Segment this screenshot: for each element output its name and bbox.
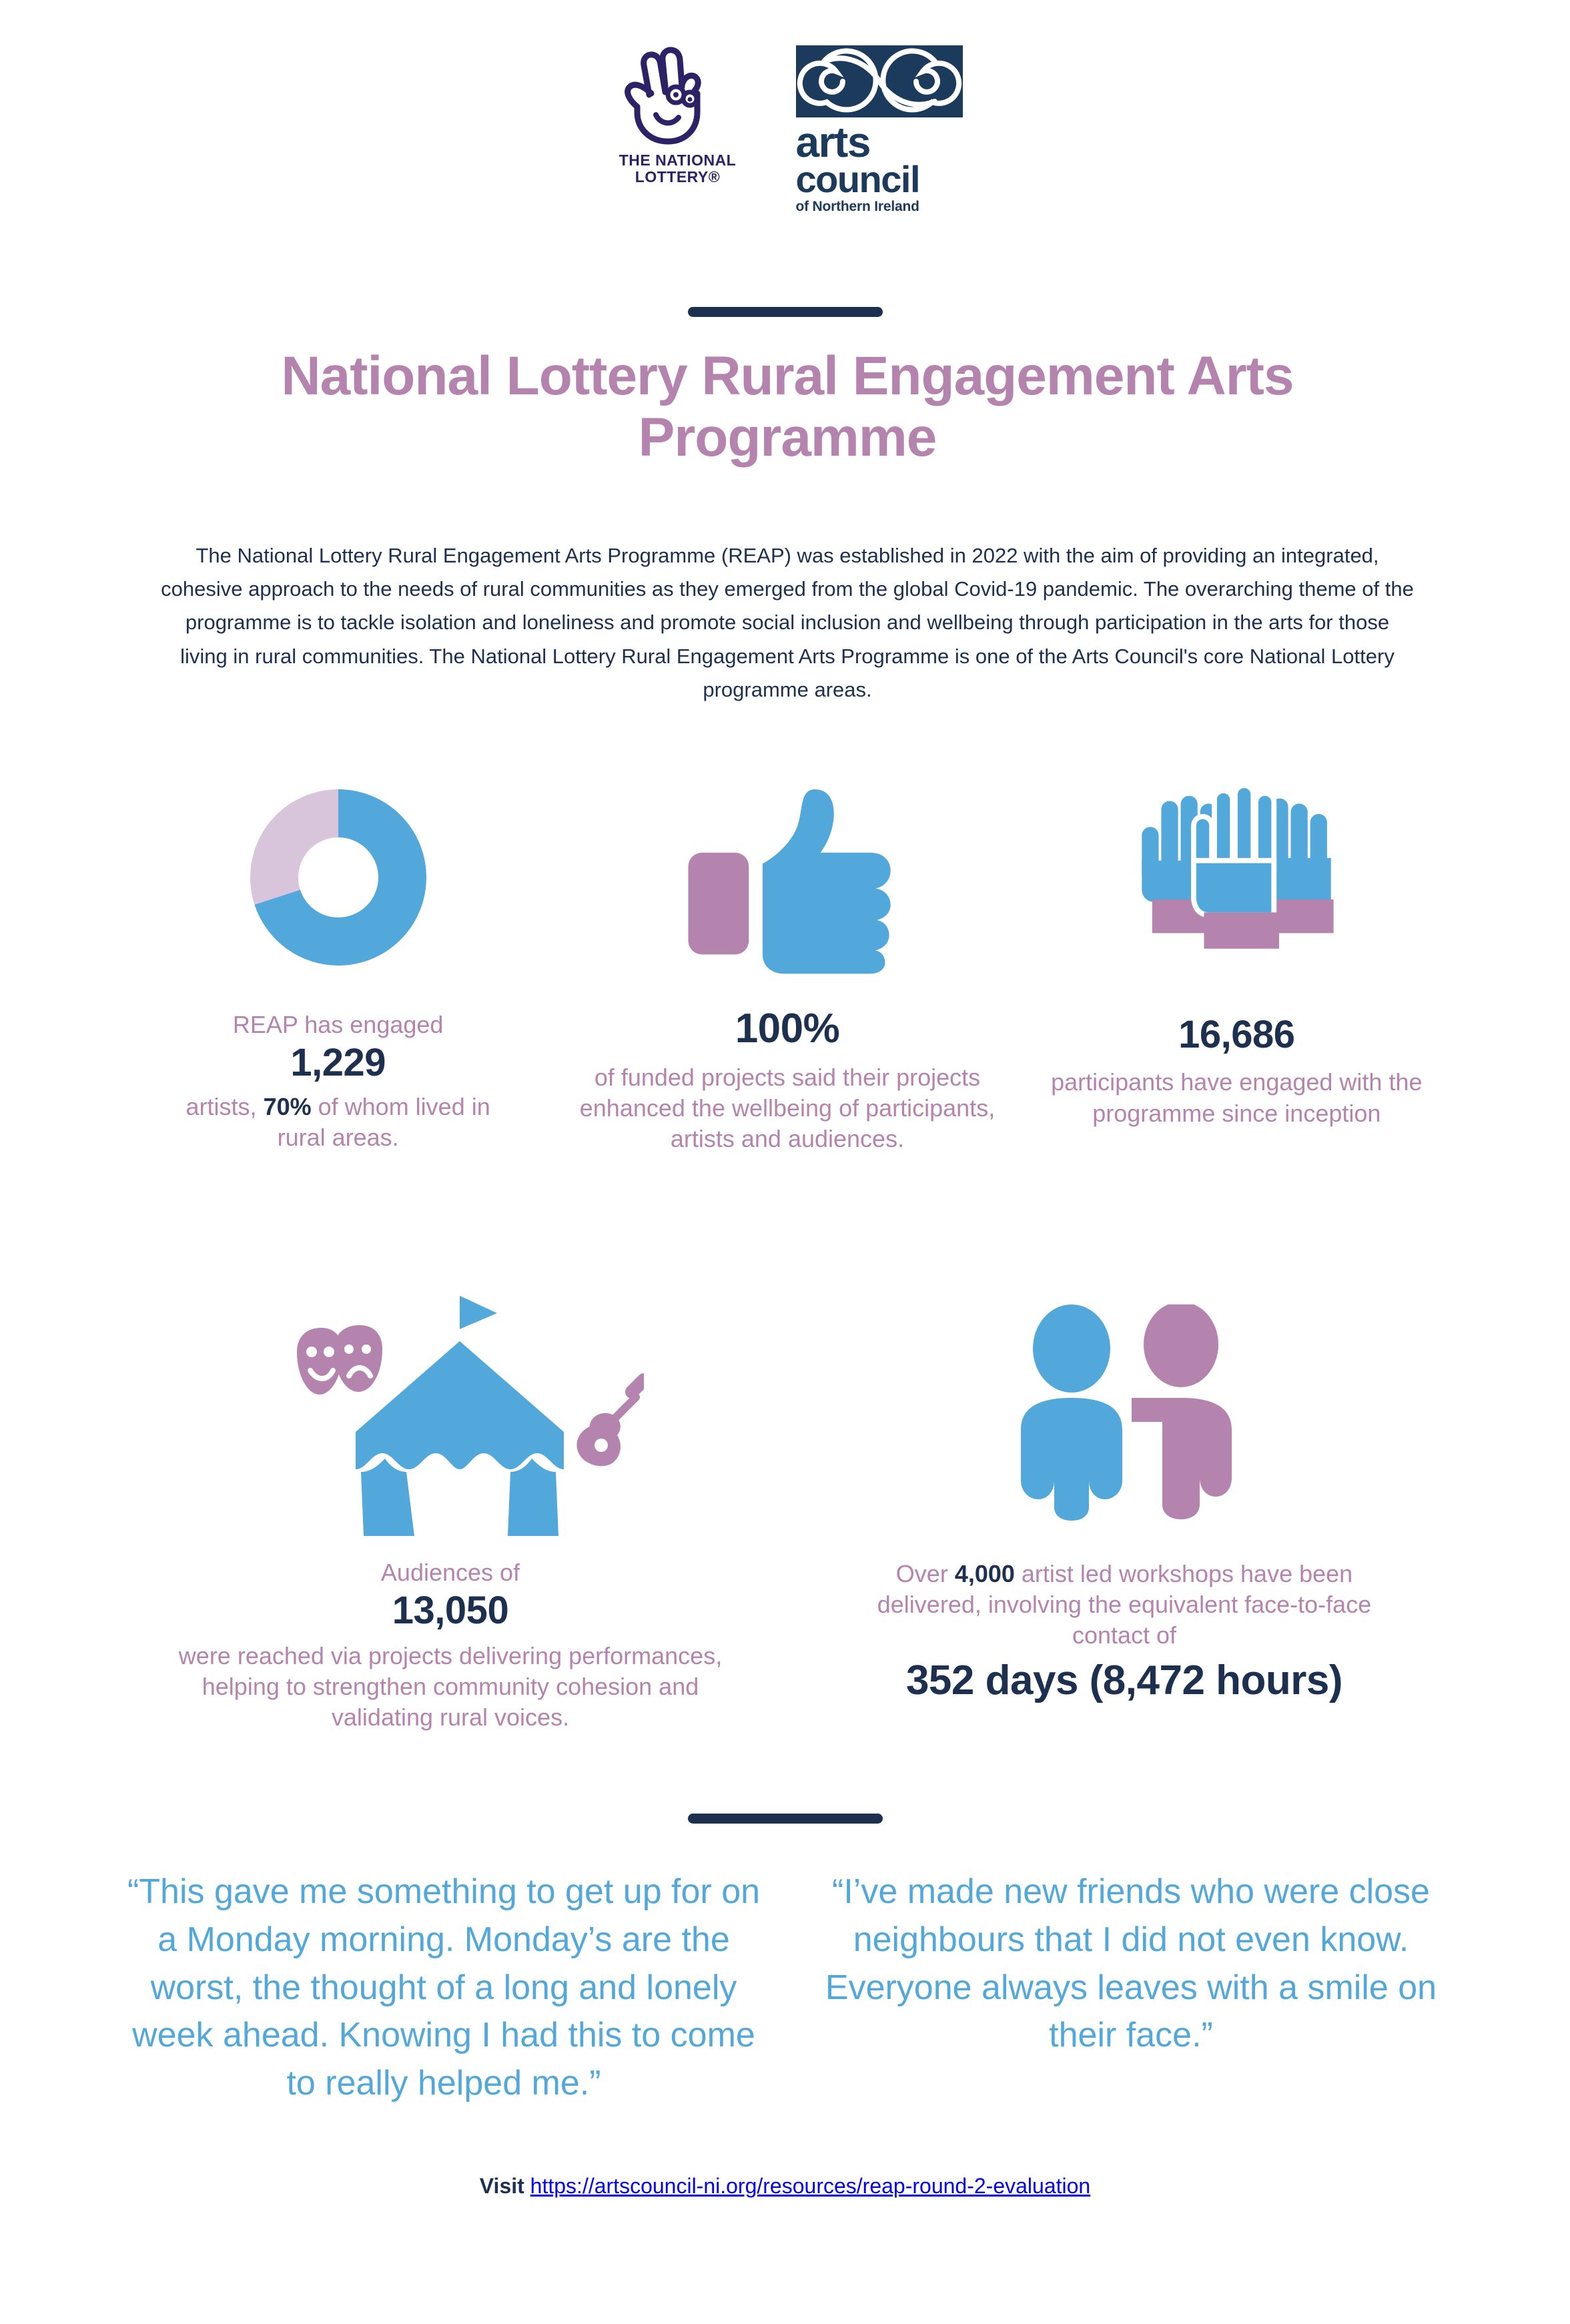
artists-caption-above: REAP has engaged	[232, 1011, 444, 1038]
participants-caption: participants have engaged with the programme since inception	[1051, 1068, 1423, 1127]
lottery-wordmark	[608, 152, 748, 185]
stats-row-1	[113, 757, 1461, 1154]
workshops-number: 352 days (8,472 hours)	[905, 1657, 1343, 1704]
tent-flag-icon	[460, 1296, 497, 1329]
donut-chart-icon	[238, 777, 438, 978]
audiences-number: 13,050	[392, 1589, 509, 1633]
artists-caption-part-1: artists,	[185, 1092, 264, 1120]
lottery-line-1: THE NATIONAL	[619, 151, 737, 169]
acni-arts-word: arts	[795, 118, 870, 166]
stat-audiences	[113, 1274, 787, 1733]
arts-council-logo	[796, 45, 963, 215]
national-lottery-logo	[608, 45, 748, 185]
participants-number: 16,686	[1178, 1013, 1295, 1056]
theatre-masks-icon	[297, 1325, 382, 1395]
divider-top	[688, 307, 883, 317]
workshops-caption	[847, 1559, 1401, 1651]
two-people-icon	[981, 1304, 1268, 1525]
quotes-section	[113, 1868, 1461, 2108]
stat-artists	[113, 757, 562, 1153]
crossed-fingers-hand-icon	[615, 45, 741, 145]
raised-hands-icon-slot	[1126, 757, 1346, 998]
stat-wellbeing	[562, 757, 1012, 1154]
raised-hands-icon	[1126, 777, 1346, 978]
thumbs-up-icon	[677, 781, 897, 974]
footer	[0, 2174, 1570, 2199]
quote-1: “This gave me something to get up for on a Monday morning. Monday’s are the worst, the thought of a long and lonely week ahead. Knowing I had this to come to really helped me.”	[127, 1872, 761, 2102]
guitar-icon	[576, 1380, 644, 1466]
logo-row	[0, 45, 1570, 215]
lottery-line-2: LOTTERY®	[635, 167, 721, 185]
marquee-tent-icon	[257, 1288, 644, 1541]
artists-percent-highlight: 70%	[263, 1092, 312, 1120]
workshops-count-highlight: 4,000	[954, 1560, 1015, 1587]
stat-participants	[1012, 757, 1461, 1129]
acni-council-word: council	[795, 157, 920, 200]
marquee-tent-icon-slot	[257, 1274, 644, 1555]
acni-subtitle: of Northern Ireland	[795, 199, 919, 215]
stats-row-2	[113, 1274, 1461, 1733]
page-title: National Lottery Rural Engagement Arts Programme	[281, 346, 1294, 468]
double-spiral-icon	[796, 45, 963, 117]
workshops-caption-part-2: artist led workshops have been delivered, involving the equivalent face-to-face contact of	[877, 1560, 1372, 1649]
artists-number: 1,229	[290, 1041, 386, 1085]
donut-icon-slot	[238, 757, 438, 998]
workshops-caption-part-1: Over	[895, 1560, 955, 1587]
thumbs-up-icon-slot	[677, 757, 897, 998]
two-people-icon-slot	[981, 1274, 1268, 1555]
wellbeing-number: 100%	[735, 1006, 840, 1052]
quote-2: “I’ve made new friends who were close neighbours that I did not even know. Everyone always leaves with a smile on their face.”	[825, 1872, 1437, 2055]
audiences-caption-above: Audiences of	[380, 1559, 520, 1586]
artists-caption-below	[165, 1092, 512, 1153]
intro-paragraph: The National Lottery Rural Engagement Arts Programme (REAP) was established in 2022 with the aim of providing an integrated, cohesive approach to the needs of rural communities as they emerged from the global Covid-19 pandemic. The overarching theme of the programme is to tackle isolation and loneliness and promote social inclusion and wellbeing through participation in the arts for those living in rural communities. The National Lottery Rural Engagement Arts Programme is one of the Arts Council's core National Lottery programme areas.	[161, 544, 1414, 701]
stat-workshops	[787, 1274, 1461, 1705]
divider-middle	[688, 1814, 883, 1824]
artists-caption-part-2: of whom lived in rural areas.	[277, 1092, 490, 1151]
wellbeing-caption: of funded projects said their projects enhanced the wellbeing of participants, artists and audiences.	[579, 1064, 996, 1153]
footer-visit-label: Visit	[479, 2174, 530, 2198]
evaluation-link[interactable]: https://artscouncil-ni.org/resources/reap-round-2-evaluation	[530, 2174, 1091, 2198]
audiences-caption-below: were reached via projects delivering performances, helping to strengthen community cohesion and validating rural voices.	[178, 1641, 723, 1731]
